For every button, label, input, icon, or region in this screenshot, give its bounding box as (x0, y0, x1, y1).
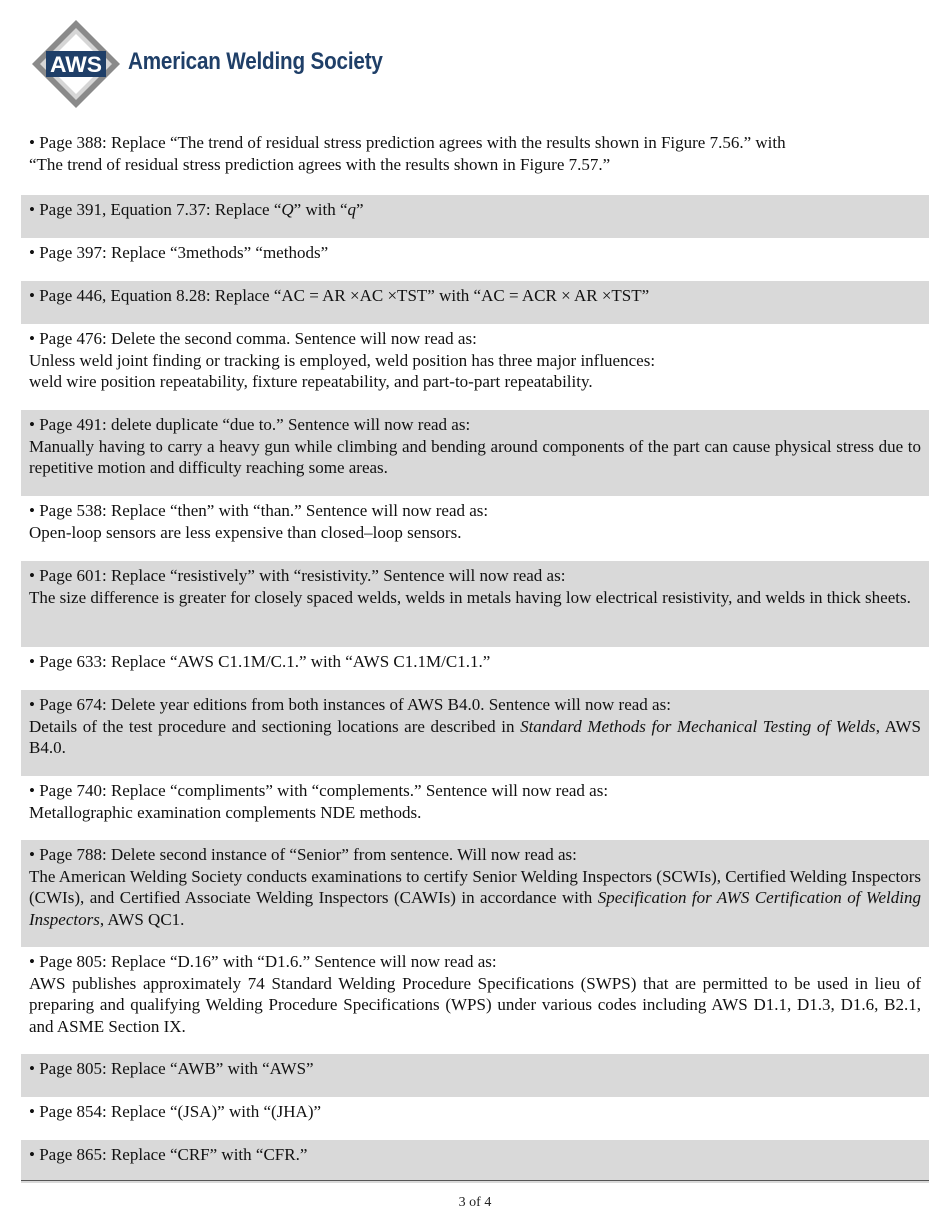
entry-heading: • Page 601: Replace “resistively” with “resistivity.” Sentence will now read as: (29, 566, 566, 585)
entry-body-line-2: weld wire position repeatability, fixture repeatability, and part-to-part repeatability. (29, 372, 593, 391)
entry-heading: • Page 674: Delete year editions from both instances of AWS B4.0. Sentence will now read as: (29, 695, 671, 714)
entry-heading: • Page 388: Replace “The trend of residual stress prediction agrees with the results shown in Figure 7.56.” with (29, 133, 786, 152)
footer-divider (21, 1180, 929, 1181)
entry-heading: • Page 538: Replace “then” with “than.” Sentence will now read as: (29, 501, 489, 520)
errata-entry-page-805-d16 (21, 947, 929, 1054)
entry-body: AWS publishes approximately 74 Standard Welding Procedure Specifications (SWPS) that are permitted to be used in lieu of preparing and qualifying Welding Procedure Specifications (WPS) under various codes including AWS D1.1, D1.3, D1.6, B2.1, and ASME Section IX. (29, 973, 921, 1036)
entry-heading: • Page 491: delete duplicate “due to.” Sentence will now read as: (29, 415, 471, 434)
errata-entry-page-865 (21, 1140, 929, 1183)
errata-list (21, 128, 929, 1183)
entry-heading: • Page 740: Replace “compliments” with “complements.” Sentence will now read as: (29, 781, 609, 800)
aws-logo-mark: AWS (50, 52, 102, 77)
entry-body: Open-loop sensors are less expensive than closed–loop sensors. (29, 522, 462, 542)
errata-entry-page-805-awb (21, 1054, 929, 1097)
entry-heading: • Page 805: Replace “D.16” with “D1.6.” Sentence will now read as: (29, 952, 497, 971)
errata-entry-page-854 (21, 1097, 929, 1140)
logo-wordmark: American Welding Society (128, 48, 383, 75)
errata-entry-page-601 (21, 561, 929, 647)
entry-body: Details of the test procedure and sectioning locations are described in Standard Methods for Mechanical Testing of Welds, AWS B4.0. (29, 716, 922, 757)
aws-diamond-logo-icon (30, 18, 122, 110)
entry-heading: • Page 788: Delete second instance of “Senior” from sentence. Will now read as: (29, 845, 577, 864)
errata-entry-page-740 (21, 776, 929, 840)
errata-entry-page-391 (21, 195, 929, 238)
entry-body: “The trend of residual stress prediction agrees with the results shown in Figure 7.57.” (29, 154, 611, 174)
errata-entry-page-397 (21, 238, 929, 281)
entry-heading: • Page 865: Replace “CRF” with “CFR.” (29, 1145, 308, 1164)
entry-body-line-1: Unless weld joint finding or tracking is employed, weld position has three major influences: (29, 350, 656, 370)
entry-heading: • Page 476: Delete the second comma. Sentence will now read as: (29, 329, 477, 348)
errata-entry-page-388 (21, 128, 929, 195)
errata-entry-page-788 (21, 840, 929, 947)
errata-entry-page-633 (21, 647, 929, 690)
errata-entry-page-538 (21, 496, 929, 561)
entry-body: Manually having to carry a heavy gun while climbing and bending around components of the part can cause physical stress due to repetitive motion and difficulty reaching some areas. (29, 436, 921, 477)
errata-entry-page-674 (21, 690, 929, 776)
entry-body: Metallographic examination complements NDE methods. (29, 802, 422, 822)
errata-entry-page-491 (21, 410, 929, 496)
page-number: 3 of 4 (458, 1195, 492, 1210)
entry-heading: • Page 397: Replace “3methods” “methods” (29, 243, 329, 262)
entry-heading: • Page 805: Replace “AWB” with “AWS” (29, 1059, 314, 1078)
entry-heading: • Page 446, Equation 8.28: Replace “AC = AR ×AC ×TST” with “AC = ACR × AR ×TST” (29, 286, 650, 305)
entry-heading: • Page 633: Replace “AWS C1.1M/C.1.” with “AWS C1.1M/C1.1.” (29, 652, 491, 671)
errata-entry-page-446 (21, 281, 929, 324)
entry-body: The American Welding Society conducts examinations to certify Senior Welding Inspectors (SCWIs), Certified Welding Inspectors (CWIs), and Certified Associate Welding Inspectors (CAWIs) in accordance with Specification for AWS Certification of Welding Inspectors, AWS QC1. (29, 866, 921, 929)
entry-body: The size difference is greater for closely spaced welds, welds in metals having low electrical resistivity, and welds in thick sheets. (29, 587, 911, 607)
aws-logo (30, 18, 383, 110)
entry-heading: • Page 854: Replace “(JSA)” with “(JHA)” (29, 1102, 322, 1121)
errata-entry-page-476 (21, 324, 929, 410)
entry-heading: • Page 391, Equation 7.37: Replace “Q” with “q” (29, 200, 364, 219)
